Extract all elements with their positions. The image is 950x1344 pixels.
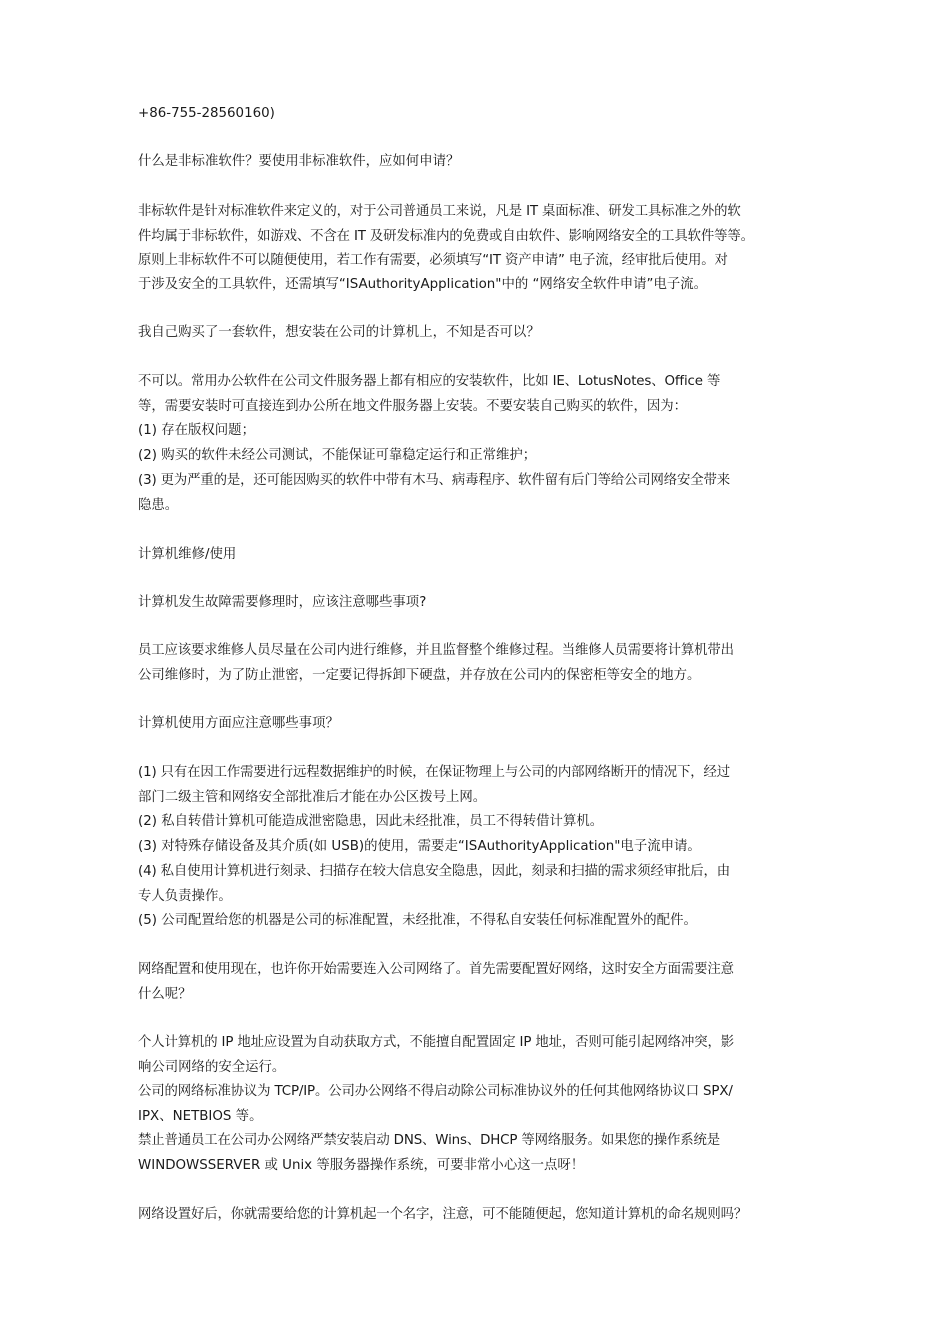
text-line: 网络配置和使用现在，也许你开始需要连入公司网络了。首先需要配置好网络，这时安全方面需要注意 bbox=[138, 962, 734, 977]
list-item: (3) 更为严重的是，还可能因购买的软件中带有木马、病毒程序、软件留有后门等给公司网络安全带来 bbox=[138, 473, 730, 488]
text-line: 员工应该要求维修人员尽量在公司内进行维修，并且监督整个维修过程。当维修人员需要将计算机带出 bbox=[138, 643, 734, 658]
text-line: 什么呢？ bbox=[138, 987, 192, 1002]
text-line: IPX、NETBIOS 等。 bbox=[138, 1109, 263, 1124]
section-heading: 计算机维修/使用 bbox=[138, 547, 237, 562]
text-line: 响公司网络的安全运行。 bbox=[138, 1060, 286, 1075]
text-line: 公司的网络标准协议为 TCP/IP。公司办公网络不得启动除公司标准协议外的任何其他网络协议口 SPX/ bbox=[138, 1084, 733, 1099]
text-line: 原则上非标软件不可以随便使用，若工作有需要，必须填写“IT 资产申请” 电子流，经审批后使用。对 bbox=[138, 253, 728, 268]
question-heading: 计算机发生故障需要修理时，应该注意哪些事项? bbox=[138, 595, 427, 610]
question-heading: 什么是非标准软件？要使用非标准软件，应如何申请？ bbox=[138, 154, 460, 169]
text-line: 不可以。常用办公软件在公司文件服务器上都有相应的安装软件，比如 IE、LotusNotes、Office 等 bbox=[138, 374, 721, 389]
text-line: 专人负责操作。 bbox=[138, 889, 232, 904]
question-heading: 计算机使用方面应注意哪些事项？ bbox=[138, 716, 339, 731]
list-item: (1) 只有在因工作需要进行远程数据维护的时候，在保证物理上与公司的内部网络断开的情况下，经过 bbox=[138, 765, 730, 780]
text-line: 件均属于非标软件，如游戏、不含在 IT 及研发标准内的免费或自由软件、影响网络安全的工具软件等等。 bbox=[138, 229, 754, 244]
list-item: (4) 私自使用计算机进行刻录、扫描存在较大信息安全隐患，因此，刻录和扫描的需求须经审批后，由 bbox=[138, 864, 730, 879]
list-item: (1) 存在版权问题； bbox=[138, 423, 255, 438]
text-line: 部门二级主管和网络安全部批准后才能在办公区拨号上网。 bbox=[138, 790, 487, 805]
list-item: (5) 公司配置给您的机器是公司的标准配置，未经批准，不得私自安装任何标准配置外的配件。 bbox=[138, 913, 697, 928]
list-item: (3) 对特殊存储设备及其介质(如 USB)的使用，需要走“ISAuthorityApplication"电子流申请。 bbox=[138, 839, 701, 854]
list-item: (2) 购买的软件未经公司测试，不能保证可靠稳定运行和正常维护； bbox=[138, 448, 537, 463]
text-line: 个人计算机的 IP 地址应设置为自动获取方式，不能擅自配置固定 IP 地址，否则可能引起网络冲突，影 bbox=[138, 1035, 734, 1050]
question-heading: 我自己购买了一套软件，想安装在公司的计算机上，不知是否可以？ bbox=[138, 325, 540, 340]
list-item: (2) 私自转借计算机可能造成泄密隐患，因此未经批准，员工不得转借计算机。 bbox=[138, 814, 604, 829]
text-line: 网络设置好后，你就需要给您的计算机起一个名字，注意，可不能随便起，您知道计算机的命名规则吗？ bbox=[138, 1207, 748, 1222]
text-line: 等，需要安装时可直接连到办公所在地文件服务器上安装。不要安装自己购买的软件，因为： bbox=[138, 399, 688, 414]
text-line: 隐患。 bbox=[138, 498, 179, 513]
text-line-phone: +86-755-28560160) bbox=[138, 106, 275, 121]
text-line: 非标软件是针对标准软件来定义的，对于公司普通员工来说，凡是 IT 桌面标准、研发工具标准之外的软 bbox=[138, 204, 741, 219]
text-line: WINDOWSSERVER 或 Unix 等服务器操作系统，可要非常小心这一点呀！ bbox=[138, 1158, 585, 1173]
text-line: 公司维修时，为了防止泄密，一定要记得拆卸下硬盘，并存放在公司内的保密柜等安全的地方。 bbox=[138, 668, 701, 683]
text-line: 于涉及安全的工具软件，还需填写“ISAuthorityApplication"中的 “网络安全软件申请”电子流。 bbox=[138, 277, 708, 292]
text-line: 禁止普通员工在公司办公网络严禁安装启动 DNS、Wins、DHCP 等网络服务。如果您的操作系统是 bbox=[138, 1133, 720, 1148]
